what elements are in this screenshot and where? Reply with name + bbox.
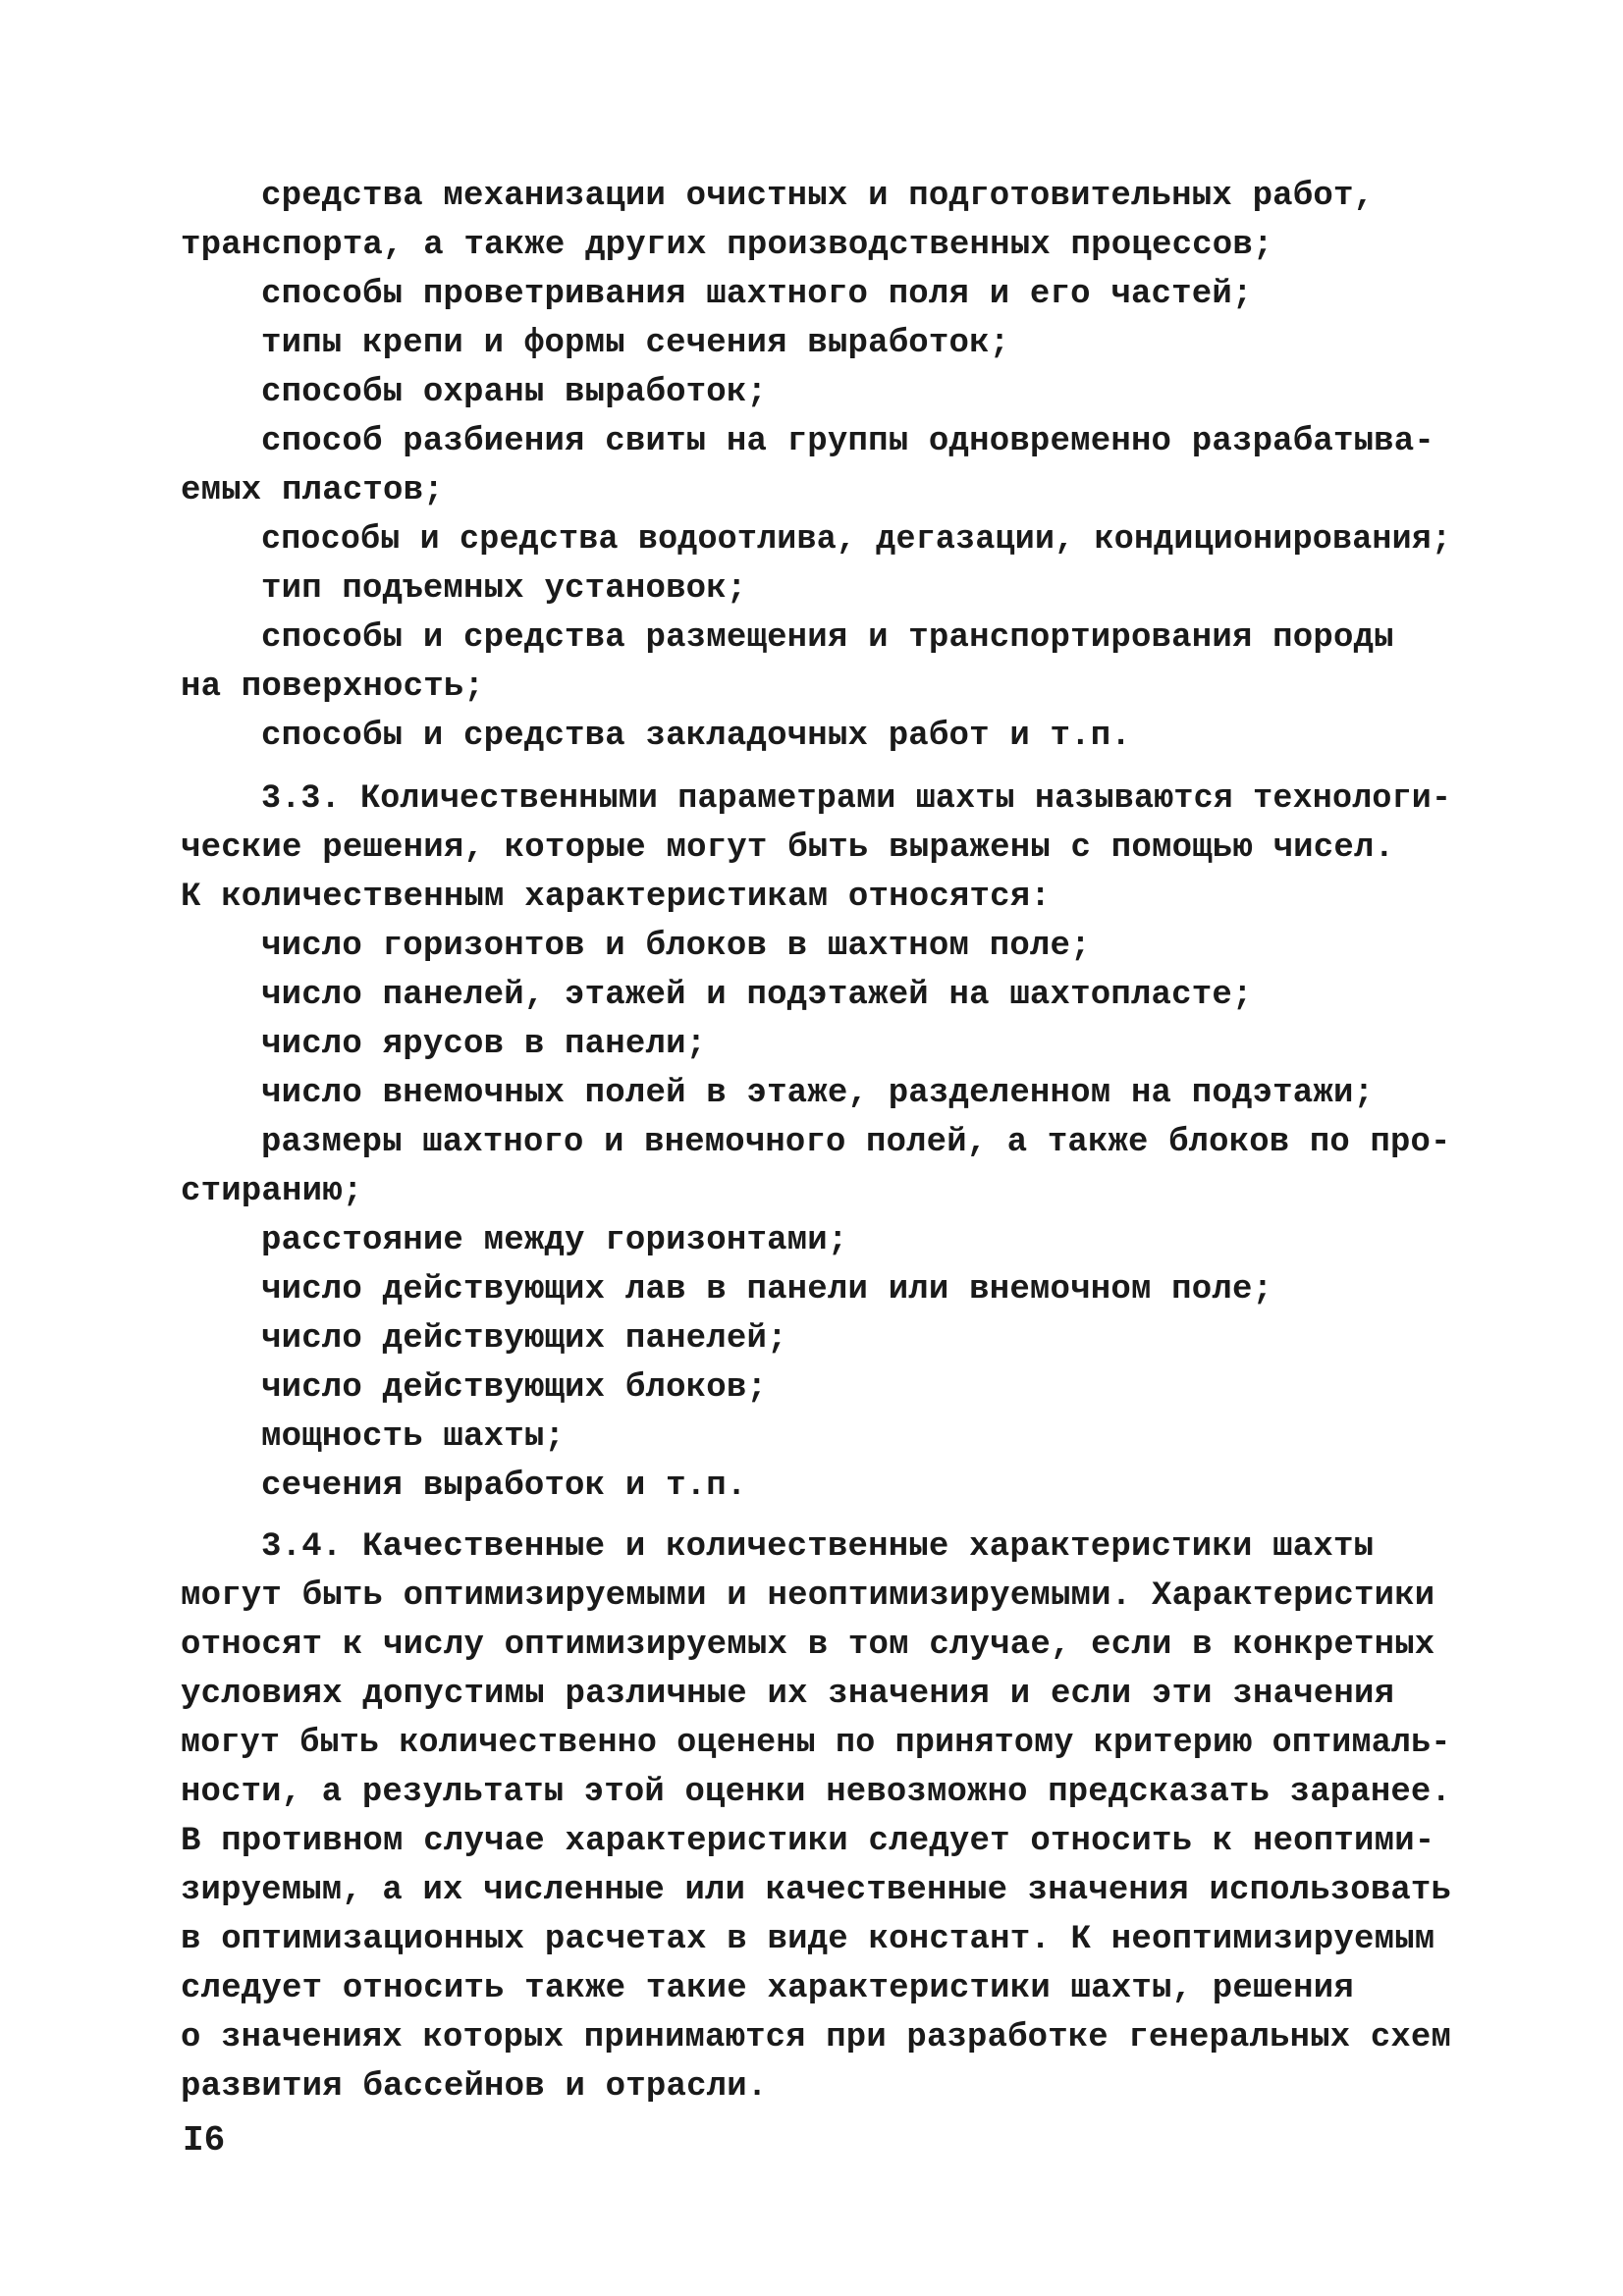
text-line-content: способ разбиения свиты на группы одновременно разрабатыва- [261,423,1434,460]
text-line [0,1315,1623,1363]
text-line [0,775,1623,824]
text-line [0,614,1623,663]
text-line [0,1266,1623,1314]
text-line-content: типы крепи и формы сечения выработок; [261,325,1010,362]
text-line-content: о значениях которых принимаются при разработке генеральных схем [181,2019,1451,2056]
text-line-content: число панелей, этажей и подэтажей на шахтопласте; [261,977,1253,1014]
text-line-content: 3.3. Количественными параметрами шахты называются технологи- [261,780,1452,818]
text-line-content: относят к числу оптимизируемых в том случае, если в конкретных [181,1627,1435,1664]
text-line-content: число горизонтов и блоков в шахтном поле; [261,928,1091,965]
text-line [0,972,1623,1020]
text-line [0,1523,1623,1572]
text-line-content: зируемым, а их численные или качественные значения использовать [181,1872,1451,1909]
text-line [0,1119,1623,1167]
text-line-content: развития бассейнов и отрасли. [181,2068,768,2106]
text-line-content: условиях допустимы различные их значения и если эти значения [181,1676,1395,1713]
text-line [0,874,1623,922]
text-line [0,565,1623,614]
text-line [0,713,1623,761]
text-line [0,369,1623,417]
text-line [0,516,1623,564]
text-line-content: стиранию; [181,1173,363,1210]
text-line-content: следует относить также такие характеристики шахты, решения [181,1970,1354,2007]
text-line-content: емых пластов; [181,472,444,509]
text-line [0,664,1623,712]
text-line [0,2014,1623,2062]
text-line [0,1965,1623,2013]
text-line-content: способы и средства закладочных работ и т.п. [261,718,1131,755]
text-line [0,1916,1623,1964]
text-line-content: тип подъемных установок; [261,570,747,608]
text-line [0,1217,1623,1265]
text-line [0,173,1623,221]
text-line-content: могут быть количественно оценены по принятому критерию оптималь- [181,1725,1451,1762]
text-line-content: ческие решения, которые могут быть выражены с помощью чисел. [181,829,1395,867]
text-line-content: способы проветривания шахтного поля и его частей; [261,276,1253,313]
text-line-content: число действующих блоков; [261,1369,768,1407]
text-line [0,923,1623,971]
text-line-content: в оптимизационных расчетах в виде констант. К неоптимизируемым [181,1921,1435,1958]
text-line-content: способы охраны выработок; [261,374,768,411]
text-line-content: число внемочных полей в этаже, разделенном на подэтажи; [261,1075,1375,1112]
text-line-content: число действующих лав в панели или внемочном поле; [261,1271,1273,1308]
text-line-content: способы и средства водоотлива, дегазации, кондиционирования; [261,521,1452,559]
text-line-content: число ярусов в панели; [261,1026,707,1063]
text-line [0,1168,1623,1216]
text-line [0,271,1623,319]
text-line-content: расстояние между горизонтами; [261,1222,848,1259]
text-line [0,1573,1623,1621]
text-line [0,1720,1623,1768]
text-line [0,1867,1623,1915]
text-line-content: 3.4. Качественные и количественные характеристики шахты [261,1528,1375,1566]
text-line-content: могут быть оптимизируемыми и неоптимизируемыми. Характеристики [181,1577,1435,1615]
text-line [0,1463,1623,1511]
text-line [0,825,1623,873]
text-line [0,1021,1623,1069]
text-line [0,320,1623,368]
text-line [0,1364,1623,1413]
page-number: I6 [183,2120,226,2161]
text-line-content: сечения выработок и т.п. [261,1468,747,1505]
text-line-content: транспорта, а также других производственных процессов; [181,227,1273,264]
text-line [0,418,1623,466]
text-line-content: размеры шахтного и внемочного полей, а также блоков по про- [261,1124,1451,1161]
text-line-content: К количественным характеристикам относятся: [181,879,1051,916]
text-line [0,2063,1623,2111]
text-line-content: В противном случае характеристики следует относить к неоптими- [181,1823,1435,1860]
text-line-content: мощность шахты; [261,1418,566,1456]
text-line [0,467,1623,515]
text-line-content: ности, а результаты этой оценки невозможно предсказать заранее. [181,1774,1451,1811]
text-line [0,1070,1623,1118]
text-line [0,222,1623,270]
text-line [0,1671,1623,1719]
text-line [0,1818,1623,1866]
text-line [0,1622,1623,1670]
text-line [0,1414,1623,1462]
text-line-content: средства механизации очистных и подготовительных работ, [261,178,1375,215]
text-line-content: на поверхность; [181,668,485,706]
text-line [0,1769,1623,1817]
text-line-content: число действующих панелей; [261,1320,787,1358]
text-line-content: способы и средства размещения и транспортирования породы [261,619,1394,657]
